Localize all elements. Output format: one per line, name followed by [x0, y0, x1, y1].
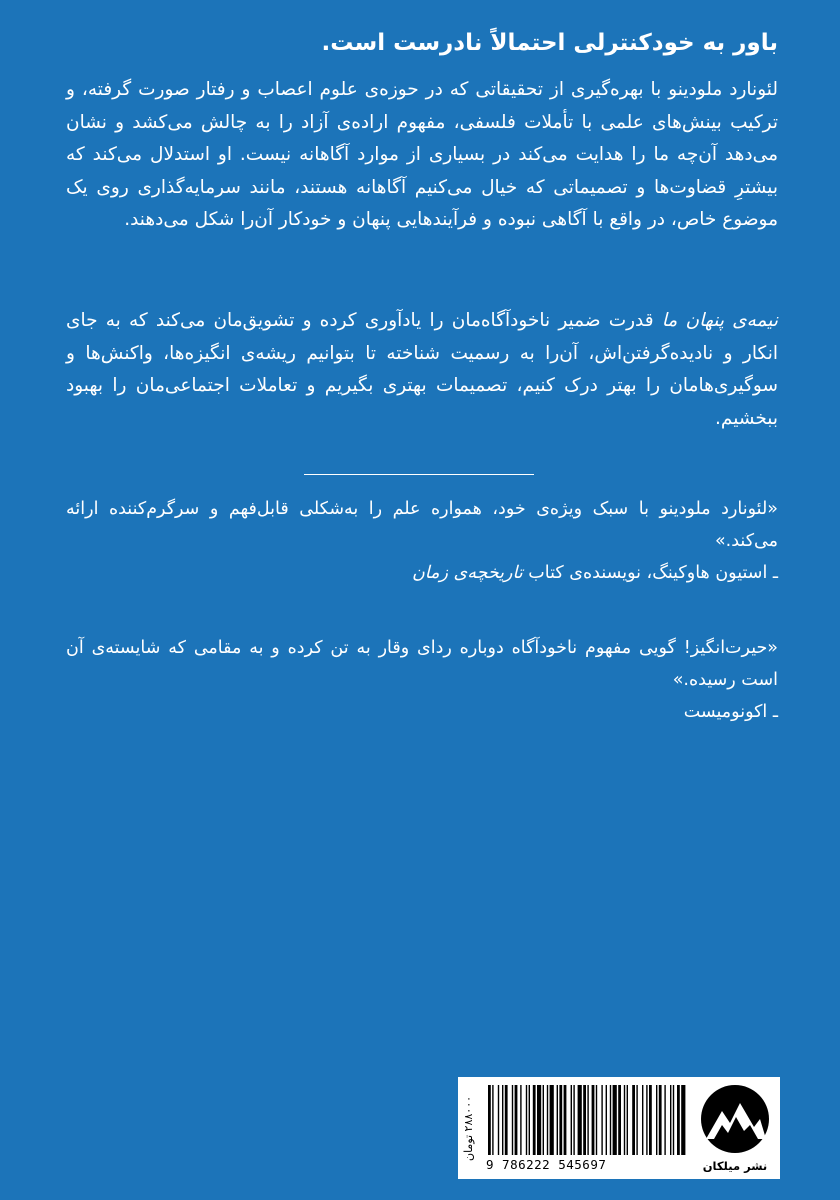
quote-1-attribution	[66, 557, 778, 589]
quote-2-attribution	[66, 696, 778, 728]
description-paragraph-1: لئونارد ملودینو با بهره‌گیری از تحقیقاتی که در حوزه‌ی علوم اعصاب و رفتار صورت گرفته، و ترکیب بینش‌های علمی با تأملات فلسفی، مفهوم اراده‌ی آزاد را به چالش می‌کشد و نشان می‌دهد آن‌چه ما را هدایت می‌کند در بسیاری از موارد آگاهانه نیست. او استدلال می‌کند که بیشترِ قضاوت‌ها و تصمیماتی که خیال می‌کنیم آگاهانه هستند، مانند سرمایه‌گذاری روی یک موضوع خاص، در واقع با آگاهی نبوده و فرآیندهایی پنهان و خودکار آن‌را شکل می‌دهند.	[66, 79, 778, 230]
publisher-logo	[692, 1081, 778, 1177]
barcode-bar	[592, 1085, 595, 1155]
quote-1-text: «لئونارد ملودینو با سبک ویژه‌ی خود، همواره علم را به‌شکلی قابل‌فهم و سرگرم‌کننده ارائه می‌کند.»	[66, 499, 778, 551]
isbn-number: 9 786222 545697	[486, 1157, 607, 1172]
barcode-bar	[502, 1085, 503, 1155]
barcode-bar	[529, 1085, 530, 1155]
barcode-bar	[515, 1085, 518, 1155]
endorsement-quote-2	[66, 632, 778, 728]
paragraph-2-body: قدرت ضمیر ناخودآگاه‌مان را یادآوری کرده و تشویق‌مان می‌کند که به جای انکار و نادیده‌گرفتن‌اش، آن‌را به رسمیت شناخته تا بتوانیم ریشه‌ی انگیزه‌ها، واکنش‌ها و سوگیری‌هامان را بهتر درک کنیم، تصمیمات بهتری بگیریم و تعاملات اجتماعی‌مان را بهبود ببخشیم.	[66, 310, 778, 429]
barcode-panel	[458, 1077, 780, 1179]
barcode-bar	[550, 1085, 554, 1155]
barcode-bar	[606, 1085, 607, 1155]
barcode-bar	[627, 1085, 628, 1155]
barcode-bar	[664, 1085, 665, 1155]
barcode-bar	[656, 1085, 657, 1155]
barcode-bar	[681, 1085, 685, 1155]
quote-1-author: ـ استیون هاوکینگ، نویسنده‌ی کتاب	[522, 563, 778, 583]
book-title-inline: نیمه‌ی پنهان ما	[661, 310, 778, 331]
section-divider	[304, 474, 534, 475]
barcode-bar	[624, 1085, 625, 1155]
barcode-bar	[547, 1085, 548, 1155]
endorsement-quote-1	[66, 493, 778, 589]
barcode-bar	[613, 1085, 617, 1155]
barcode-bar	[659, 1085, 662, 1155]
barcode-bar	[646, 1085, 647, 1155]
quote-2-text: «حیرت‌انگیز! گویی مفهوم ناخودآگاه دوباره ردای وقار به تن کرده و به مقامی که شایسته‌ی آن است رسیده.»	[66, 638, 778, 690]
barcode-bar	[578, 1085, 582, 1155]
barcode-bar	[573, 1085, 574, 1155]
barcode-bar	[520, 1085, 521, 1155]
quote-2-author: ـ اکونومیست	[683, 702, 778, 722]
barcode-bar	[670, 1085, 671, 1155]
description-paragraph-2	[66, 305, 778, 435]
quote-1-book-title: تاریخچه‌ی زمان	[411, 563, 523, 583]
price-label: ۲۸۸۰۰۰ تومان	[462, 1095, 475, 1161]
barcode-bar	[587, 1085, 588, 1155]
barcode-bar	[559, 1085, 562, 1155]
barcode-bar	[649, 1085, 652, 1155]
barcode-bar	[537, 1085, 541, 1155]
barcode-bar	[533, 1085, 536, 1155]
barcode-bar	[673, 1085, 674, 1155]
barcode-bar	[618, 1085, 621, 1155]
barcode-bar	[543, 1085, 544, 1155]
barcode-bar	[564, 1085, 567, 1155]
barcode-bar	[610, 1085, 611, 1155]
mountain-icon	[692, 1081, 778, 1161]
barcode-bar	[583, 1085, 586, 1155]
barcode-bar	[677, 1085, 680, 1155]
barcode-bar	[505, 1085, 508, 1155]
barcode-bar	[571, 1085, 572, 1155]
cover-headline: باور به خودکنترلی احتمالاً نادرست است.	[321, 30, 778, 56]
barcode-bar	[488, 1085, 491, 1155]
barcode-bar	[498, 1085, 499, 1155]
barcode-bar	[601, 1085, 602, 1155]
barcode-bar	[526, 1085, 527, 1155]
barcode-bar	[557, 1085, 558, 1155]
publisher-name: نشر میلکان	[702, 1159, 768, 1173]
barcode-bar	[512, 1085, 513, 1155]
barcode-bar	[632, 1085, 635, 1155]
barcode-bar	[492, 1085, 493, 1155]
barcode-bar	[596, 1085, 597, 1155]
barcode-bar	[642, 1085, 643, 1155]
barcode-bar	[636, 1085, 637, 1155]
